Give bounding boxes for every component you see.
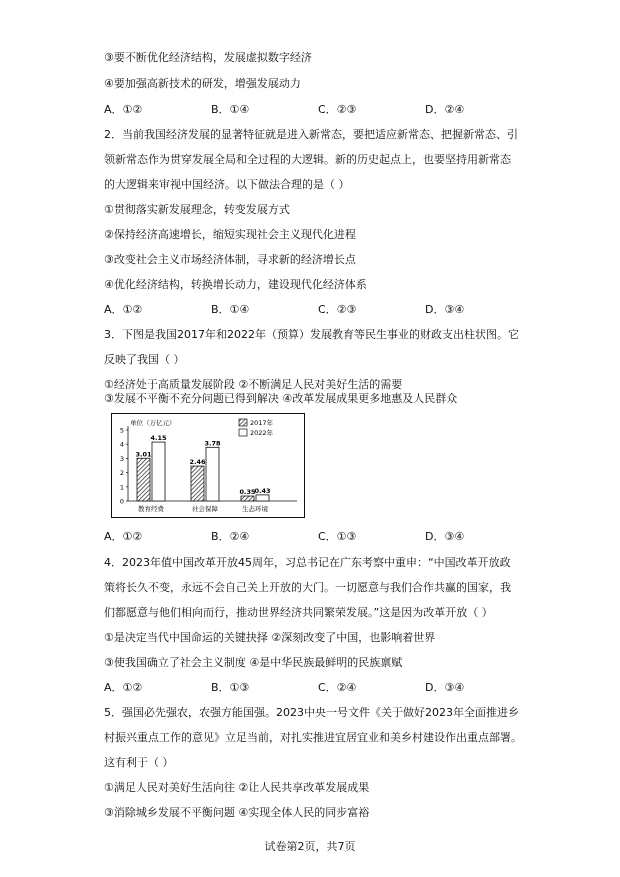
bar <box>256 495 269 501</box>
q2-stem-line-3: 的大逻辑来审视中国经济。以下做法合理的是（ ） <box>104 178 350 191</box>
q2-stem-line-1: 2．当前我国经济发展的显著特征就是进入新常态，要把适应新常态、把握新常态、引 <box>104 128 518 141</box>
q4-stem-line-2: 策将长久不变，永远不会自己关上开放的大门。一切愿意与我们合作共赢的国家，我 <box>104 581 511 594</box>
choice-b[interactable]: B．①③ <box>211 681 250 694</box>
choice-a[interactable]: A．①② <box>104 303 143 316</box>
q2-choices <box>104 303 524 317</box>
bar <box>206 447 219 501</box>
q2-statement-2: ②保持经济高速增长，缩短实现社会主义现代化进程 <box>104 228 356 241</box>
choice-b[interactable]: B．②④ <box>211 530 250 543</box>
legend-label: 2022年 <box>250 429 274 437</box>
legend-swatch <box>239 419 247 426</box>
choice-d[interactable]: D．③④ <box>425 303 465 316</box>
choice-a[interactable]: A．①② <box>104 103 143 116</box>
q5-stem-line-3: 这有利于（ ） <box>104 756 174 769</box>
x-tick-label: 社会保障 <box>192 505 218 513</box>
legend-label: 2017年 <box>250 419 274 427</box>
y-tick-label: 5 <box>119 426 124 435</box>
q5-stem-line-2: 村振兴重点工作的意见》立足当前，对扎实推进宜居宜业和美乡村建设作出重点部署。 <box>104 731 522 744</box>
choice-c[interactable]: C．①③ <box>318 530 357 543</box>
q4-stem-line-3: 们都愿意与他们相向而行，推动世界经济共同繁荣发展。”这是因为改革开放（ ） <box>104 606 493 619</box>
q3-stem-line-1: 3．下图是我国2017年和2022年（预算）发展教育等民生事业的财政支出柱状图。它 <box>104 328 519 341</box>
data-label: 4.15 <box>150 434 167 443</box>
q5-statements-3-4: ③消除城乡发展不平衡问题 ④实现全体人民的同步富裕 <box>104 806 370 819</box>
data-label: 2.46 <box>189 458 206 467</box>
q4-statements-1-2: ①是决定当代中国命运的关键抉择 ②深刻改变了中国，也影响着世界 <box>104 631 436 644</box>
bar <box>241 496 254 501</box>
choice-b[interactable]: B．①④ <box>211 103 250 116</box>
q3-statements-1-2: ①经济处于高质量发展阶段 ②不断满足人民对美好生活的需要 <box>104 378 403 391</box>
page-footer: 试卷第2页，共7页 <box>264 840 356 853</box>
y-tick-label: 0 <box>119 497 124 506</box>
q4-statements-3-4: ③使我国确立了社会主义制度 ④是中华民族最鲜明的民族禀赋 <box>104 656 403 669</box>
bar <box>137 458 150 501</box>
y-axis-label: 单位（万亿元） <box>130 419 176 427</box>
data-label: 0.35 <box>239 488 256 497</box>
bar-chart <box>111 413 305 518</box>
choice-d[interactable]: D．②④ <box>425 103 465 116</box>
bar <box>152 442 165 501</box>
choice-d[interactable]: D．③④ <box>425 530 465 543</box>
q5-statements-1-2: ①满足人民对美好生活向往 ②让人民共享改革发展成果 <box>104 781 370 794</box>
choice-a[interactable]: A．①② <box>104 530 143 543</box>
legend-swatch <box>239 429 247 436</box>
q5-stem-line-1: 5．强国必先强农，农强方能国强。2023中央一号文件《关于做好2023年全面推进乡 <box>104 706 519 719</box>
y-tick-label: 1 <box>119 483 124 492</box>
y-tick-label: 2 <box>119 469 124 478</box>
q3-statements-3-4: ③发展不平衡不充分问题已得到解决 ④改革发展成果更多地惠及人民群众 <box>104 392 458 405</box>
q2-statement-1: ①贯彻落实新发展理念，转变发展方式 <box>104 203 290 216</box>
x-tick-label: 生态环境 <box>242 505 268 513</box>
x-tick-label: 教育经费 <box>138 505 164 513</box>
data-label: 3.01 <box>135 450 152 459</box>
q1-option-3-text: ③要不断优化经济结构，发展虚拟数字经济 <box>104 51 312 64</box>
q2-statement-3: ③改变社会主义市场经济体制，寻求新的经济增长点 <box>104 253 356 266</box>
y-tick-label: 4 <box>119 440 124 449</box>
choice-c[interactable]: C．②③ <box>318 103 357 116</box>
bar <box>191 466 204 501</box>
q3-stem-line-2: 反映了我国（ ） <box>104 353 185 366</box>
q4-choices <box>104 681 524 695</box>
q4-stem-line-1: 4．2023年值中国改革开放45周年，习总书记在广东考察中重申：“中国改革开放政 <box>104 556 511 569</box>
y-tick-label: 3 <box>119 454 124 463</box>
data-label: 3.78 <box>204 439 221 448</box>
choice-c[interactable]: C．②③ <box>318 303 357 316</box>
choice-d[interactable]: D．③④ <box>425 681 465 694</box>
data-label: 0.43 <box>254 486 271 495</box>
q2-stem-line-2: 领新常态作为贯穿发展全局和全过程的大逻辑。新的历史起点上，也要坚持用新常态 <box>104 153 511 166</box>
q1-choices <box>104 103 524 117</box>
choice-b[interactable]: B．①④ <box>211 303 250 316</box>
q1-option-4-text: ④要加强高新技术的研发，增强发展动力 <box>104 77 301 90</box>
q2-statement-4: ④优化经济结构，转换增长动力，建设现代化经济体系 <box>104 278 367 291</box>
choice-c[interactable]: C．②④ <box>318 681 357 694</box>
choice-a[interactable]: A．①② <box>104 681 143 694</box>
q3-choices <box>104 530 524 544</box>
